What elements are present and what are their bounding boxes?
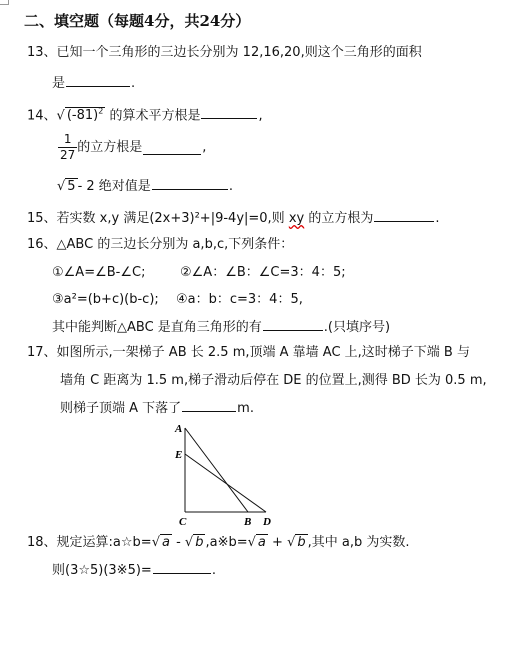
q16-condition-4: ④a：b：c=3：4：5, bbox=[176, 292, 303, 307]
q17-line3 bbox=[60, 398, 254, 418]
sqrt5-radicand: 5 bbox=[67, 179, 76, 194]
label-a: A bbox=[175, 423, 183, 435]
q18-minus: - bbox=[171, 535, 185, 550]
q17-answer-blank[interactable] bbox=[182, 398, 236, 412]
q14-comma: , bbox=[258, 108, 263, 124]
sqrt-a-2: √ a bbox=[247, 535, 266, 550]
q17-unit: m. bbox=[237, 401, 254, 416]
q15-xy: xy bbox=[288, 211, 305, 226]
q14-text2: 的立方根是 bbox=[77, 140, 143, 155]
label-e: E bbox=[175, 449, 183, 461]
ladder-line-ab bbox=[185, 428, 248, 512]
sqrt-b-2: √ b bbox=[287, 535, 306, 550]
q16-condition-3: ③a²=(b+c)(b-c); bbox=[52, 292, 159, 307]
q16-condition-2: ②∠A：∠B：∠C=3：4：5; bbox=[180, 265, 346, 280]
q18-post: ,其中 a,b 为实数. bbox=[307, 535, 410, 550]
sqrt-5: √ 5 bbox=[57, 179, 76, 194]
q18-line2 bbox=[52, 560, 216, 580]
q14-radicand: (-81) bbox=[66, 108, 99, 124]
sqrt-a-radicand: a bbox=[161, 535, 170, 550]
q17-line2: 墙角 C 距离为 1.5 m,梯子滑动后停在 DE 的位置上,测得 BD 长为 0.5 m, bbox=[60, 373, 487, 388]
sqrt-a: √ a bbox=[151, 535, 170, 550]
q14-answer-blank-1[interactable] bbox=[201, 105, 257, 119]
q18-text: 18、规定运算:a☆b= bbox=[27, 535, 152, 550]
sqrt-b2-radicand: b bbox=[297, 535, 306, 550]
q14-answer-blank-2[interactable] bbox=[143, 141, 201, 155]
q18-plus: + bbox=[267, 535, 288, 550]
sqrt-a2-radicand: a bbox=[257, 535, 266, 550]
q18-end: . bbox=[211, 563, 216, 578]
q15-text: 15、若实数 x,y 满足(2x+3)²+|9-4y|=0,则 bbox=[27, 211, 289, 226]
q16-condition-1: ①∠A=∠B-∠C; bbox=[52, 265, 146, 280]
q14-dot: . bbox=[228, 179, 233, 194]
q16-text: 其中能判断△ABC 是直角三角形的有 bbox=[52, 320, 262, 335]
q18-answer-blank[interactable] bbox=[153, 560, 211, 574]
ladder-line-ed bbox=[185, 454, 266, 512]
ladder-figure bbox=[170, 418, 280, 530]
label-d: D bbox=[263, 516, 271, 528]
q18-text2: 则(3☆5)(3※5)= bbox=[52, 563, 152, 578]
section-title: 二、填空题（每题4分，共24分） bbox=[24, 12, 251, 30]
label-b: B bbox=[244, 516, 252, 528]
q18-mid: ,a※b= bbox=[205, 535, 248, 550]
q15-answer-blank[interactable] bbox=[374, 208, 434, 222]
q14-text1: 的算术平方根是 bbox=[109, 108, 201, 124]
page-corner-mark bbox=[0, 0, 9, 5]
q16-answer-blank[interactable] bbox=[263, 317, 323, 331]
q14-text3: - 2 绝对值是 bbox=[77, 179, 151, 194]
fraction-numerator: 1 bbox=[58, 132, 77, 148]
q17-line1: 17、如图所示,一架梯子 AB 长 2.5 m,顶端 A 靠墙 AC 上,这时梯子下端 B 与 bbox=[27, 345, 470, 360]
q14-number: 14、 bbox=[27, 108, 57, 124]
q18-line1 bbox=[27, 534, 410, 552]
sqrt-b: √ b bbox=[184, 535, 204, 550]
q16-line1: 16、△ABC 的三边长分别为 a,b,c,下列条件： bbox=[27, 237, 294, 252]
q13-text: 是 bbox=[52, 76, 66, 91]
q14-line1 bbox=[27, 103, 263, 125]
q13-line1: 13、已知一个三角形的三边长分别为 12,16,20,则这个三角形的面积 bbox=[27, 45, 422, 60]
q14-line3 bbox=[57, 176, 233, 196]
q14-line2 bbox=[58, 132, 206, 163]
q13-end: . bbox=[131, 76, 136, 91]
q15-end: . bbox=[435, 211, 440, 226]
q17-text: 则梯子顶端 A 下落了 bbox=[60, 401, 182, 416]
q16-line4 bbox=[52, 317, 390, 337]
q14-answer-blank-3[interactable] bbox=[152, 176, 228, 190]
q16-end: .(只填序号) bbox=[323, 320, 391, 335]
fraction-denominator: 27 bbox=[60, 148, 76, 162]
q14-exponent: 2 bbox=[98, 107, 104, 116]
sqrt-b-radicand: b bbox=[195, 535, 204, 550]
sqrt-expression: √ $(-81)^2$ bbox=[56, 107, 104, 124]
fraction-1-27 bbox=[58, 132, 77, 163]
q14-comma-2: , bbox=[202, 140, 207, 155]
label-c: C bbox=[179, 516, 187, 528]
q15-post: 的立方根为 bbox=[304, 211, 374, 226]
q15-line bbox=[27, 208, 440, 228]
q13-line2 bbox=[52, 73, 135, 93]
q13-answer-blank[interactable] bbox=[66, 73, 130, 87]
